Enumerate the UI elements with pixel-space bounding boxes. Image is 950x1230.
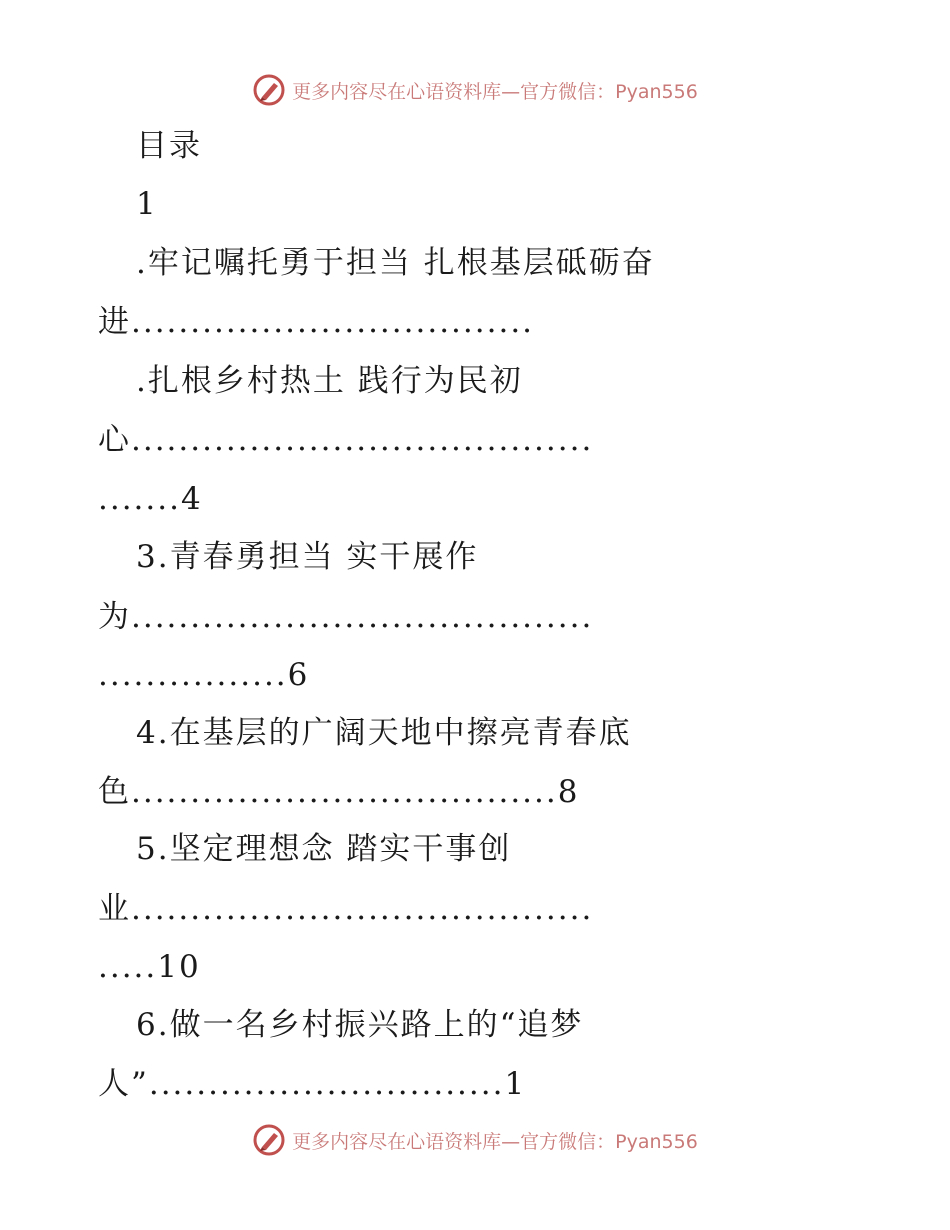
toc-entry-5-title[interactable]: 5.坚定理想念 踏实干事创 <box>136 831 512 867</box>
toc-entry-6-title[interactable]: 6.做一名乡村振兴路上的“追梦 <box>136 1007 584 1043</box>
toc-heading: 目录 <box>136 128 202 164</box>
toc-entry-2-title[interactable]: .扎根乡村热土 践行为民初 <box>136 363 523 399</box>
toc-entry-4-title[interactable]: 4.在基层的广阔天地中擦亮青春底 <box>136 715 632 751</box>
toc-entry-1-leader: 进.................................. <box>98 304 535 340</box>
toc-entry-3-leader: 为....................................... <box>98 599 594 635</box>
watermark-banner-top <box>0 68 950 112</box>
toc-entry-2-page: .......4 <box>98 481 203 517</box>
toc-entry-2-leader: 心....................................... <box>98 422 594 458</box>
watermark-text: 更多内容尽在心语资料库—官方微信：Pyan556 <box>292 80 698 103</box>
watermark-banner-bottom <box>0 1118 950 1162</box>
watermark-text: 更多内容尽在心语资料库—官方微信：Pyan556 <box>292 1130 698 1153</box>
toc-entry-3-page: ................6 <box>98 657 310 693</box>
toc-entry-5-leader: 业....................................... <box>98 891 594 927</box>
toc-first-number: 1 <box>136 186 158 222</box>
toc-entry-1-title[interactable]: .牢记嘱托勇于担当 扎根基层砥砺奋 <box>136 245 655 281</box>
toc-entry-4-leader: 色....................................8 <box>98 774 580 810</box>
pen-circle-logo-icon <box>252 73 286 107</box>
toc-entry-6-leader: 人”..............................1 <box>98 1066 527 1102</box>
toc-entry-5-page: .....10 <box>98 949 201 985</box>
toc-entry-3-title[interactable]: 3.青春勇担当 实干展作 <box>136 539 479 575</box>
pen-circle-logo-icon <box>252 1123 286 1157</box>
